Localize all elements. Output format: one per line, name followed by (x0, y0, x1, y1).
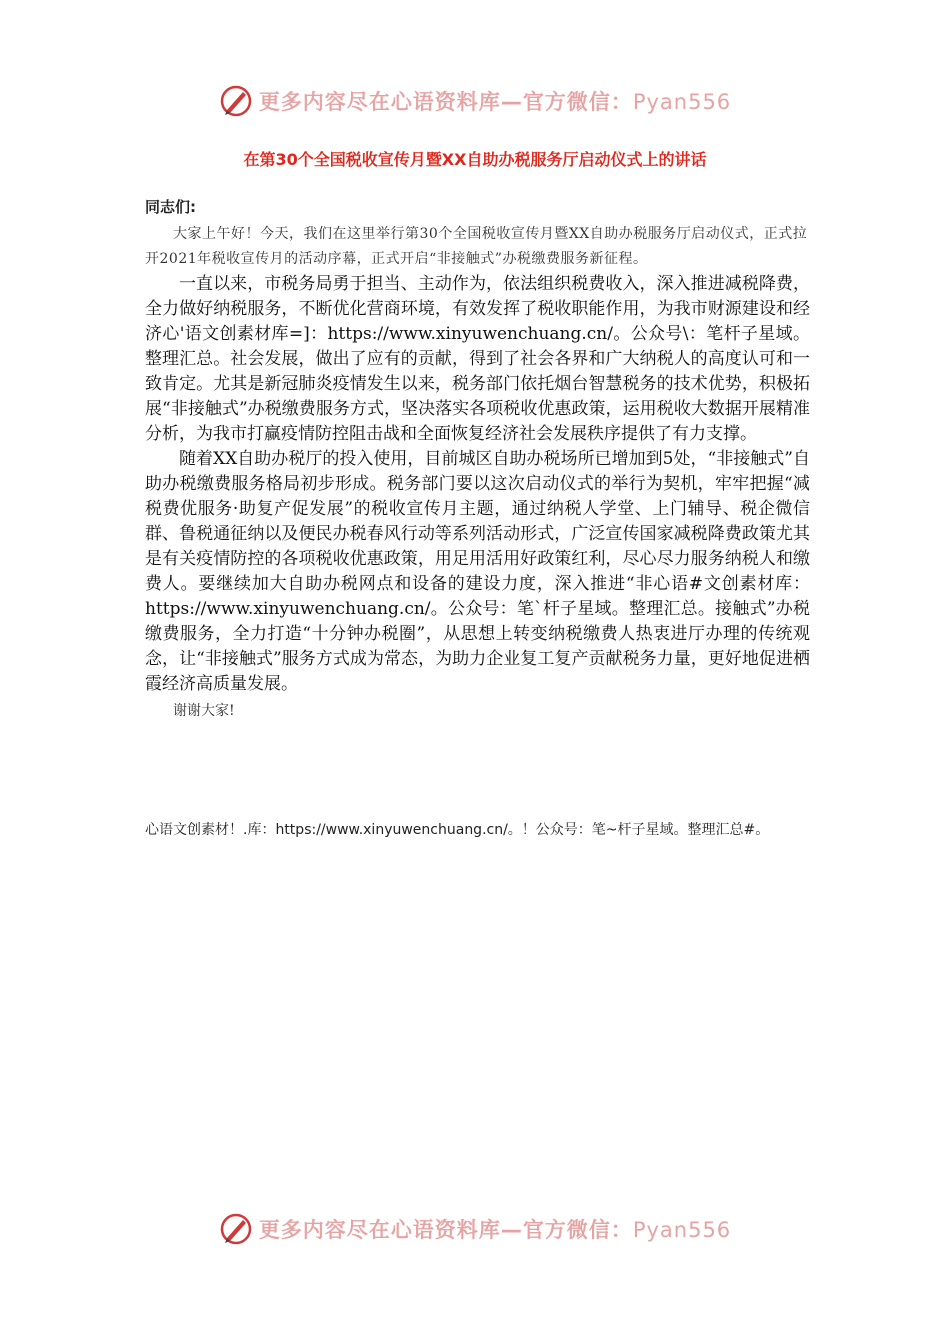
footer-banner (0, 1212, 950, 1246)
pen-logo-icon (219, 84, 253, 118)
pen-logo-icon (219, 1212, 253, 1246)
paragraph-2: 一直以来，市税务局勇于担当、主动作为，依法组织税费收入，深入推进减税降费，全力做好纳税服务，不断优化营商环境，有效发挥了税收职能作用，为我市财源建设和经济心'语文创素材库=]：https://www.xinyuwenchuang.cn/。公众号\：笔杆子星域。整理汇总。社会发展，做出了应有的贡献，得到了社会各界和广大纳税人的高度认可和一致肯定。尤其是新冠肺炎疫情发生以来，税务部门依托烟台智慧税务的技术优势，积极拓展“非接触式”办税缴费服务方式，坚决落实各项税收优惠政策，运用税收大数据开展精准分析，为我市打赢疫情防控阻击战和全面恢复经济社会发展秩序提供了有力支撑。 (145, 274, 810, 444)
header-banner (0, 84, 950, 118)
closing: 谢谢大家! (173, 703, 235, 719)
document-title: 在第30个全国税收宣传月暨XX自助办税服务厅启动仪式上的讲话 (243, 150, 707, 169)
banner-text: 更多内容尽在心语资料库—官方微信：Pyan556 (258, 90, 732, 114)
document-body (145, 196, 810, 725)
footer-note: 心语文创素材！.库：https://www.xinyuwenchuang.cn/。！公众号：笔~杆子星域。整理汇总#。 (145, 822, 770, 838)
greeting: 同志们: (145, 198, 196, 216)
banner-text: 更多内容尽在心语资料库—官方微信：Pyan556 (258, 1218, 732, 1242)
paragraph-3: 随着XX自助办税厅的投入使用，目前城区自助办税场所已增加到5处，“非接触式”自助办税缴费服务格局初步形成。税务部门要以这次启动仪式的举行为契机，牢牢把握“减税费优服务·助复产促发展”的税收宣传月主题，通过纳税人学堂、上门辅导、税企微信群、鲁税通征纳以及便民办税春风行动等系列活动形式，广泛宣传国家减税降费政策尤其是有关疫情防控的各项税收优惠政策，用足用活用好政策红利，尽心尽力服务纳税人和缴费人。要继续加大自助办税网点和设备的建设力度，深入推进“非心语#文创素材库：https://www.xinyuwenchuang.cn/。公众号：笔`杆子星域。整理汇总。接触式”办税缴费服务，全力打造“十分钟办税圈”，从思想上转变纳税缴费人热衷进厅办理的传统观念，让“非接触式”服务方式成为常态，为助力企业复工复产贡献税务力量，更好地促进栖霞经济高质量发展。 (145, 449, 810, 694)
paragraph-1: 大家上午好！今天，我们在这里举行第30个全国税收宣传月暨XX自助办税服务厅启动仪式，正式拉开2021年税收宣传月的活动序幕，正式开启“非接触式”办税缴费服务新征程。 (145, 226, 808, 267)
